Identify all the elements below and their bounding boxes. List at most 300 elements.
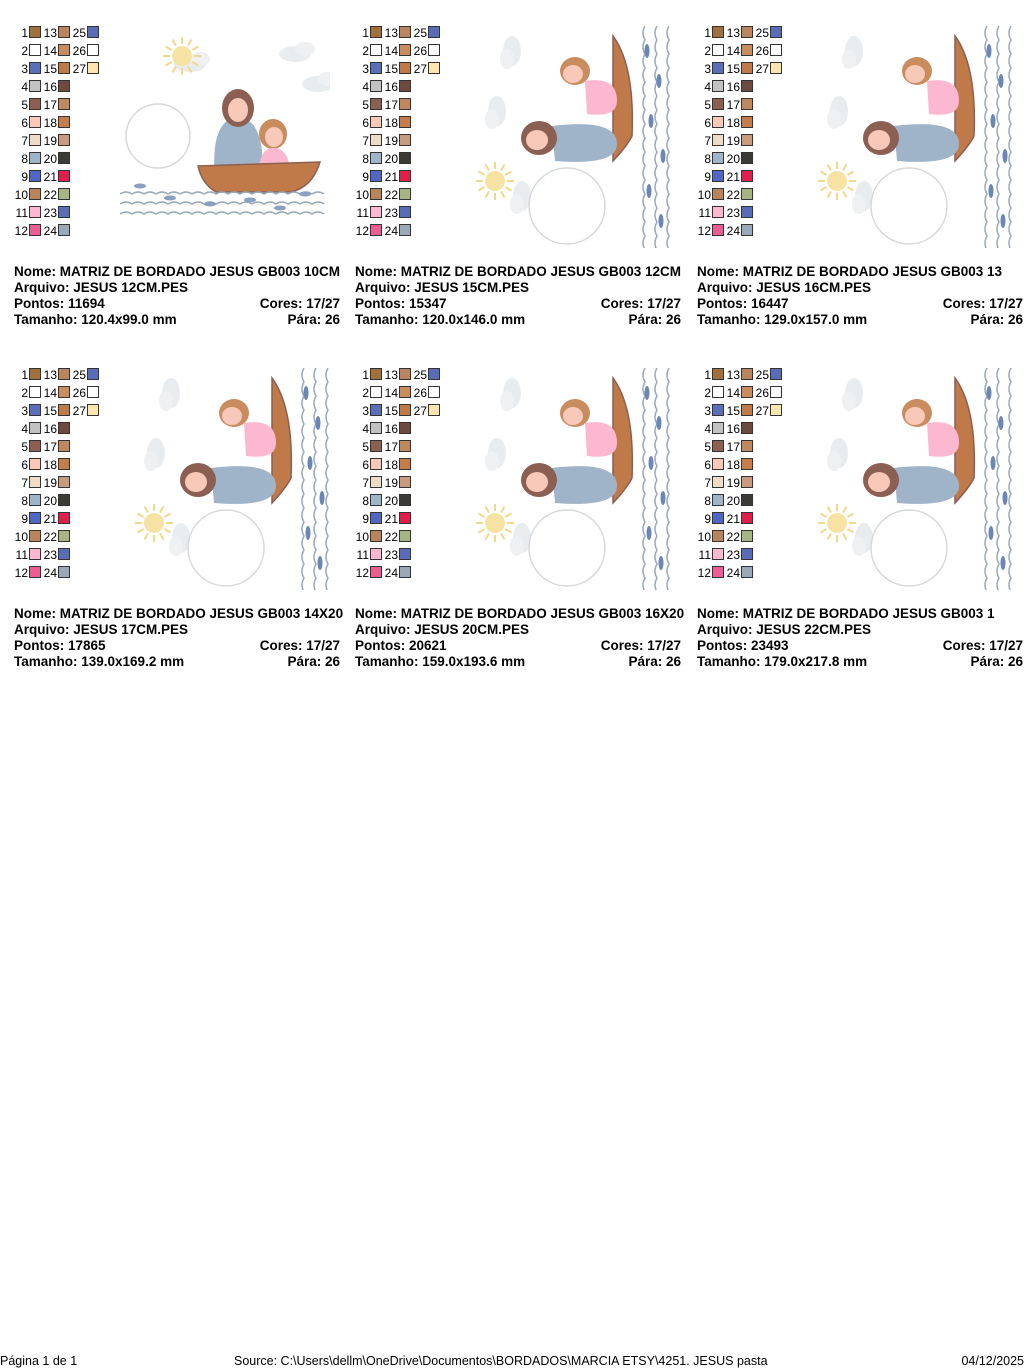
thread-swatch — [428, 62, 440, 74]
thread-swatch — [29, 476, 41, 488]
thread-swatch — [712, 188, 724, 200]
thread-swatch — [399, 440, 411, 452]
thread-number: 10 — [14, 188, 28, 202]
cloud — [510, 523, 531, 556]
thread-number: 24 — [43, 224, 57, 238]
fish — [657, 74, 662, 88]
thread-swatch — [58, 404, 70, 416]
girl-dress — [585, 80, 617, 115]
thread-number: 3 — [704, 404, 711, 418]
thread-swatch — [29, 566, 41, 578]
palette-row — [14, 188, 124, 202]
thread-palette — [697, 26, 807, 242]
thread-number: 23 — [384, 206, 398, 220]
thread-number: 16 — [384, 422, 398, 436]
thread-swatch — [58, 116, 70, 128]
palette-row — [14, 62, 124, 76]
thread-number: 20 — [726, 152, 740, 166]
palette-row — [697, 368, 807, 382]
face — [526, 130, 548, 150]
stitch-count: Pontos: 17865 — [14, 638, 106, 653]
wave — [314, 368, 316, 590]
thread-number: 11 — [15, 548, 28, 562]
palette-row — [697, 440, 807, 454]
thread-swatch — [58, 368, 70, 380]
thread-number: 15 — [726, 404, 740, 418]
design-card — [355, 26, 697, 326]
fish — [1003, 491, 1008, 505]
thread-swatch — [712, 116, 724, 128]
palette-row — [355, 44, 465, 58]
thread-swatch — [370, 80, 382, 92]
thread-number: 8 — [362, 152, 369, 166]
thread-number: 27 — [413, 62, 427, 76]
thread-number: 7 — [704, 476, 711, 490]
thread-swatch — [87, 404, 99, 416]
thread-swatch — [399, 152, 411, 164]
thread-number: 4 — [362, 80, 369, 94]
thread-number: 1 — [21, 368, 28, 382]
thread-number: 12 — [355, 224, 369, 238]
thread-number: 19 — [43, 134, 57, 148]
stitch-count: Pontos: 23493 — [697, 638, 789, 653]
thread-number: 18 — [384, 458, 398, 472]
palette-row — [697, 224, 807, 238]
fish — [649, 114, 654, 128]
thread-number: 6 — [362, 116, 369, 130]
thread-number: 18 — [384, 116, 398, 130]
thread-number: 14 — [726, 386, 740, 400]
thread-number: 27 — [755, 404, 769, 418]
palette-row — [14, 134, 124, 148]
cloud — [500, 378, 521, 411]
design-name: Nome: MATRIZ DE BORDADO JESUS GB003 1 — [697, 606, 995, 621]
thread-swatch — [399, 98, 411, 110]
thread-number: 5 — [704, 98, 711, 112]
cloud — [485, 438, 506, 471]
thread-swatch — [712, 566, 724, 578]
thread-swatch — [712, 170, 724, 182]
thread-number: 13 — [43, 368, 57, 382]
thread-swatch — [58, 476, 70, 488]
source-path: Source: C:\Users\dellm\OneDrive\Documentos\BORDADOS\MARCIA ETSY\4251. JESUS pasta — [234, 1354, 768, 1368]
wave — [985, 26, 987, 248]
palette-row — [697, 566, 807, 580]
file-name: Arquivo: JESUS 22CM.PES — [697, 622, 872, 637]
stitch-count: Pontos: 20621 — [355, 638, 447, 653]
sun — [818, 162, 856, 200]
thread-number: 4 — [362, 422, 369, 436]
thread-number: 13 — [726, 368, 740, 382]
palette-row — [697, 98, 807, 112]
thread-swatch — [29, 422, 41, 434]
thread-swatch — [29, 134, 41, 146]
thread-number: 12 — [355, 566, 369, 580]
thread-number: 4 — [704, 422, 711, 436]
cloud — [842, 378, 863, 411]
thread-number: 22 — [43, 530, 57, 544]
thread-swatch — [399, 566, 411, 578]
wave — [667, 26, 669, 248]
cloud — [827, 438, 848, 471]
palette-row — [697, 458, 807, 472]
thread-number: 16 — [43, 422, 57, 436]
palette-row — [697, 404, 807, 418]
palette-row — [697, 494, 807, 508]
thread-swatch — [712, 494, 724, 506]
thread-swatch — [712, 512, 724, 524]
girl-face — [563, 65, 583, 83]
embroidery-preview — [467, 368, 677, 590]
thread-palette — [355, 368, 465, 584]
thread-number: 2 — [704, 386, 711, 400]
thread-swatch — [399, 494, 411, 506]
thread-swatch — [58, 62, 70, 74]
fish — [991, 114, 996, 128]
palette-row — [14, 368, 124, 382]
thread-swatch — [399, 62, 411, 74]
thread-swatch — [712, 62, 724, 74]
thread-swatch — [370, 548, 382, 560]
thread-number: 18 — [726, 116, 740, 130]
wave — [655, 368, 657, 590]
palette-row — [14, 26, 124, 40]
thread-swatch — [370, 566, 382, 578]
thread-swatch — [87, 44, 99, 56]
design-size: Tamanho: 159.0x193.6 mm — [355, 654, 526, 669]
thread-swatch — [399, 422, 411, 434]
thread-number: 27 — [72, 404, 86, 418]
thread-swatch — [29, 98, 41, 110]
thread-swatch — [428, 404, 440, 416]
wave — [1009, 368, 1011, 590]
cloud — [827, 96, 848, 129]
wave — [997, 26, 999, 248]
thread-number: 14 — [43, 386, 57, 400]
thread-swatch — [29, 530, 41, 542]
thread-number: 7 — [362, 476, 369, 490]
thread-swatch — [712, 404, 724, 416]
thread-swatch — [370, 170, 382, 182]
design-card — [355, 368, 697, 668]
color-count: Cores: 17/27 — [600, 296, 681, 311]
thread-number: 9 — [704, 512, 711, 526]
thread-swatch — [399, 458, 411, 470]
fishing-line — [188, 510, 264, 586]
girl-face — [905, 407, 925, 425]
palette-row — [355, 116, 465, 130]
fish — [304, 386, 309, 400]
thread-number: 15 — [384, 404, 398, 418]
thread-swatch — [741, 98, 753, 110]
design-size: Tamanho: 120.0x146.0 mm — [355, 312, 526, 327]
thread-number: 6 — [21, 458, 28, 472]
fishing-line — [871, 168, 947, 244]
fish — [659, 214, 664, 228]
thread-number: 11 — [356, 206, 369, 220]
fish — [649, 456, 654, 470]
thread-swatch — [741, 116, 753, 128]
thread-number: 14 — [43, 44, 57, 58]
thread-number: 25 — [72, 26, 86, 40]
thread-swatch — [58, 530, 70, 542]
design-size: Tamanho: 179.0x217.8 mm — [697, 654, 868, 669]
palette-row — [14, 44, 124, 58]
fish — [991, 456, 996, 470]
thread-swatch — [712, 134, 724, 146]
thread-number: 19 — [384, 476, 398, 490]
thread-number: 15 — [384, 62, 398, 76]
wave — [120, 202, 324, 204]
palette-row — [355, 512, 465, 526]
thread-number: 3 — [362, 404, 369, 418]
thread-number: 27 — [72, 62, 86, 76]
thread-number: 17 — [384, 98, 398, 112]
thread-swatch — [741, 458, 753, 470]
file-name: Arquivo: JESUS 20CM.PES — [355, 622, 530, 637]
thread-swatch — [428, 26, 440, 38]
thread-swatch — [712, 530, 724, 542]
thread-swatch — [370, 494, 382, 506]
thread-number: 17 — [726, 440, 740, 454]
palette-row — [355, 476, 465, 490]
thread-swatch — [712, 98, 724, 110]
thread-number: 16 — [726, 422, 740, 436]
sun — [476, 504, 514, 542]
thread-number: 18 — [726, 458, 740, 472]
thread-swatch — [58, 512, 70, 524]
wave — [120, 192, 324, 194]
thread-number: 15 — [43, 62, 57, 76]
wave — [985, 368, 987, 590]
thread-number: 23 — [43, 548, 57, 562]
palette-row — [14, 116, 124, 130]
thread-number: 2 — [21, 44, 28, 58]
thread-swatch — [428, 368, 440, 380]
face — [526, 472, 548, 492]
thread-number: 21 — [384, 170, 398, 184]
thread-number: 18 — [43, 458, 57, 472]
palette-row — [355, 206, 465, 220]
thread-number: 20 — [384, 152, 398, 166]
stitch-count: Pontos: 15347 — [355, 296, 447, 311]
thread-swatch — [741, 440, 753, 452]
thread-number: 22 — [43, 188, 57, 202]
palette-row — [697, 512, 807, 526]
thread-number: 13 — [384, 26, 398, 40]
thread-number: 9 — [21, 170, 28, 184]
palette-row — [14, 422, 124, 436]
thread-number: 23 — [726, 548, 740, 562]
thread-number: 20 — [43, 152, 57, 166]
fish — [657, 416, 662, 430]
palette-row — [14, 224, 124, 238]
palette-row — [355, 224, 465, 238]
thread-swatch — [58, 44, 70, 56]
sun — [818, 504, 856, 542]
page-number: Página 1 de 1 — [0, 1354, 78, 1368]
thread-number: 26 — [755, 44, 769, 58]
fish — [204, 202, 216, 207]
thread-number: 25 — [72, 368, 86, 382]
palette-row — [697, 170, 807, 184]
thread-swatch — [770, 368, 782, 380]
stitch-count: Pontos: 16447 — [697, 296, 789, 311]
thread-number: 9 — [21, 512, 28, 526]
thread-number: 22 — [384, 188, 398, 202]
thread-swatch — [399, 512, 411, 524]
thread-swatch — [741, 386, 753, 398]
thread-number: 15 — [726, 62, 740, 76]
thread-number: 25 — [755, 26, 769, 40]
thread-swatch — [399, 386, 411, 398]
fishing-line — [529, 168, 605, 244]
robe — [552, 466, 617, 504]
thread-number: 19 — [43, 476, 57, 490]
thread-number: 22 — [384, 530, 398, 544]
robe — [894, 124, 959, 162]
thread-swatch — [58, 26, 70, 38]
thread-swatch — [370, 134, 382, 146]
embroidery-preview — [126, 368, 336, 590]
thread-swatch — [770, 404, 782, 416]
color-count: Cores: 17/27 — [259, 296, 340, 311]
thread-swatch — [399, 404, 411, 416]
thread-swatch — [370, 422, 382, 434]
thread-swatch — [370, 116, 382, 128]
thread-swatch — [712, 386, 724, 398]
thread-swatch — [87, 368, 99, 380]
palette-row — [14, 80, 124, 94]
palette-row — [697, 530, 807, 544]
thread-swatch — [58, 80, 70, 92]
wave — [655, 26, 657, 248]
thread-number: 24 — [384, 224, 398, 238]
thread-swatch — [399, 224, 411, 236]
thread-swatch — [741, 152, 753, 164]
thread-swatch — [712, 80, 724, 92]
thread-swatch — [29, 80, 41, 92]
palette-row — [14, 440, 124, 454]
thread-number: 21 — [726, 170, 740, 184]
thread-number: 10 — [355, 530, 369, 544]
palette-row — [697, 422, 807, 436]
thread-number: 13 — [43, 26, 57, 40]
thread-swatch — [712, 44, 724, 56]
face — [868, 130, 890, 150]
thread-number: 14 — [384, 44, 398, 58]
palette-row — [355, 566, 465, 580]
fish — [661, 491, 666, 505]
thread-swatch — [741, 494, 753, 506]
palette-row — [14, 494, 124, 508]
thread-swatch — [741, 26, 753, 38]
palette-row — [697, 44, 807, 58]
thread-number: 21 — [43, 512, 57, 526]
thread-number: 25 — [755, 368, 769, 382]
thread-number: 9 — [362, 170, 369, 184]
cloud — [159, 378, 180, 411]
thread-swatch — [370, 98, 382, 110]
thread-swatch — [741, 206, 753, 218]
thread-swatch — [29, 188, 41, 200]
girl-face — [222, 407, 242, 425]
fish — [989, 184, 994, 198]
thread-number: 5 — [21, 98, 28, 112]
face — [185, 472, 207, 492]
palette-row — [14, 170, 124, 184]
thread-swatch — [712, 206, 724, 218]
design-card — [14, 368, 356, 668]
embroidery-preview — [120, 26, 330, 248]
thread-swatch — [370, 512, 382, 524]
girl-dress — [244, 422, 276, 457]
thread-swatch — [370, 62, 382, 74]
fish — [320, 491, 325, 505]
fish — [987, 386, 992, 400]
thread-number: 19 — [726, 134, 740, 148]
thread-number: 25 — [413, 26, 427, 40]
palette-row — [355, 548, 465, 562]
thread-swatch — [370, 458, 382, 470]
fish — [306, 526, 311, 540]
cloud — [852, 181, 873, 214]
thread-swatch — [712, 440, 724, 452]
thread-swatch — [29, 116, 41, 128]
thread-number: 5 — [362, 440, 369, 454]
thread-swatch — [58, 548, 70, 560]
palette-row — [14, 566, 124, 580]
stops-count: Pára: 26 — [970, 654, 1023, 669]
face — [228, 98, 248, 122]
fish — [1001, 556, 1006, 570]
thread-number: 6 — [704, 458, 711, 472]
thread-swatch — [370, 44, 382, 56]
fish — [164, 196, 176, 201]
thread-palette — [697, 368, 807, 584]
thread-swatch — [712, 476, 724, 488]
face — [868, 472, 890, 492]
thread-swatch — [770, 62, 782, 74]
palette-row — [355, 26, 465, 40]
girl-face — [905, 65, 925, 83]
thread-number: 1 — [362, 368, 369, 382]
fishing-line — [871, 510, 947, 586]
cloud — [485, 96, 506, 129]
thread-swatch — [712, 422, 724, 434]
thread-swatch — [399, 134, 411, 146]
thread-number: 18 — [43, 116, 57, 130]
fish — [999, 416, 1004, 430]
fish — [244, 198, 256, 203]
thread-swatch — [399, 26, 411, 38]
thread-swatch — [58, 152, 70, 164]
thread-number: 22 — [726, 188, 740, 202]
palette-row — [355, 368, 465, 382]
color-count: Cores: 17/27 — [259, 638, 340, 653]
thread-number: 15 — [43, 404, 57, 418]
thread-swatch — [29, 404, 41, 416]
thread-swatch — [58, 566, 70, 578]
thread-number: 16 — [384, 80, 398, 94]
thread-swatch — [58, 206, 70, 218]
thread-number: 10 — [697, 188, 711, 202]
thread-swatch — [29, 386, 41, 398]
thread-palette — [14, 368, 124, 584]
thread-number: 4 — [704, 80, 711, 94]
thread-number: 11 — [698, 548, 711, 562]
thread-number: 25 — [413, 368, 427, 382]
